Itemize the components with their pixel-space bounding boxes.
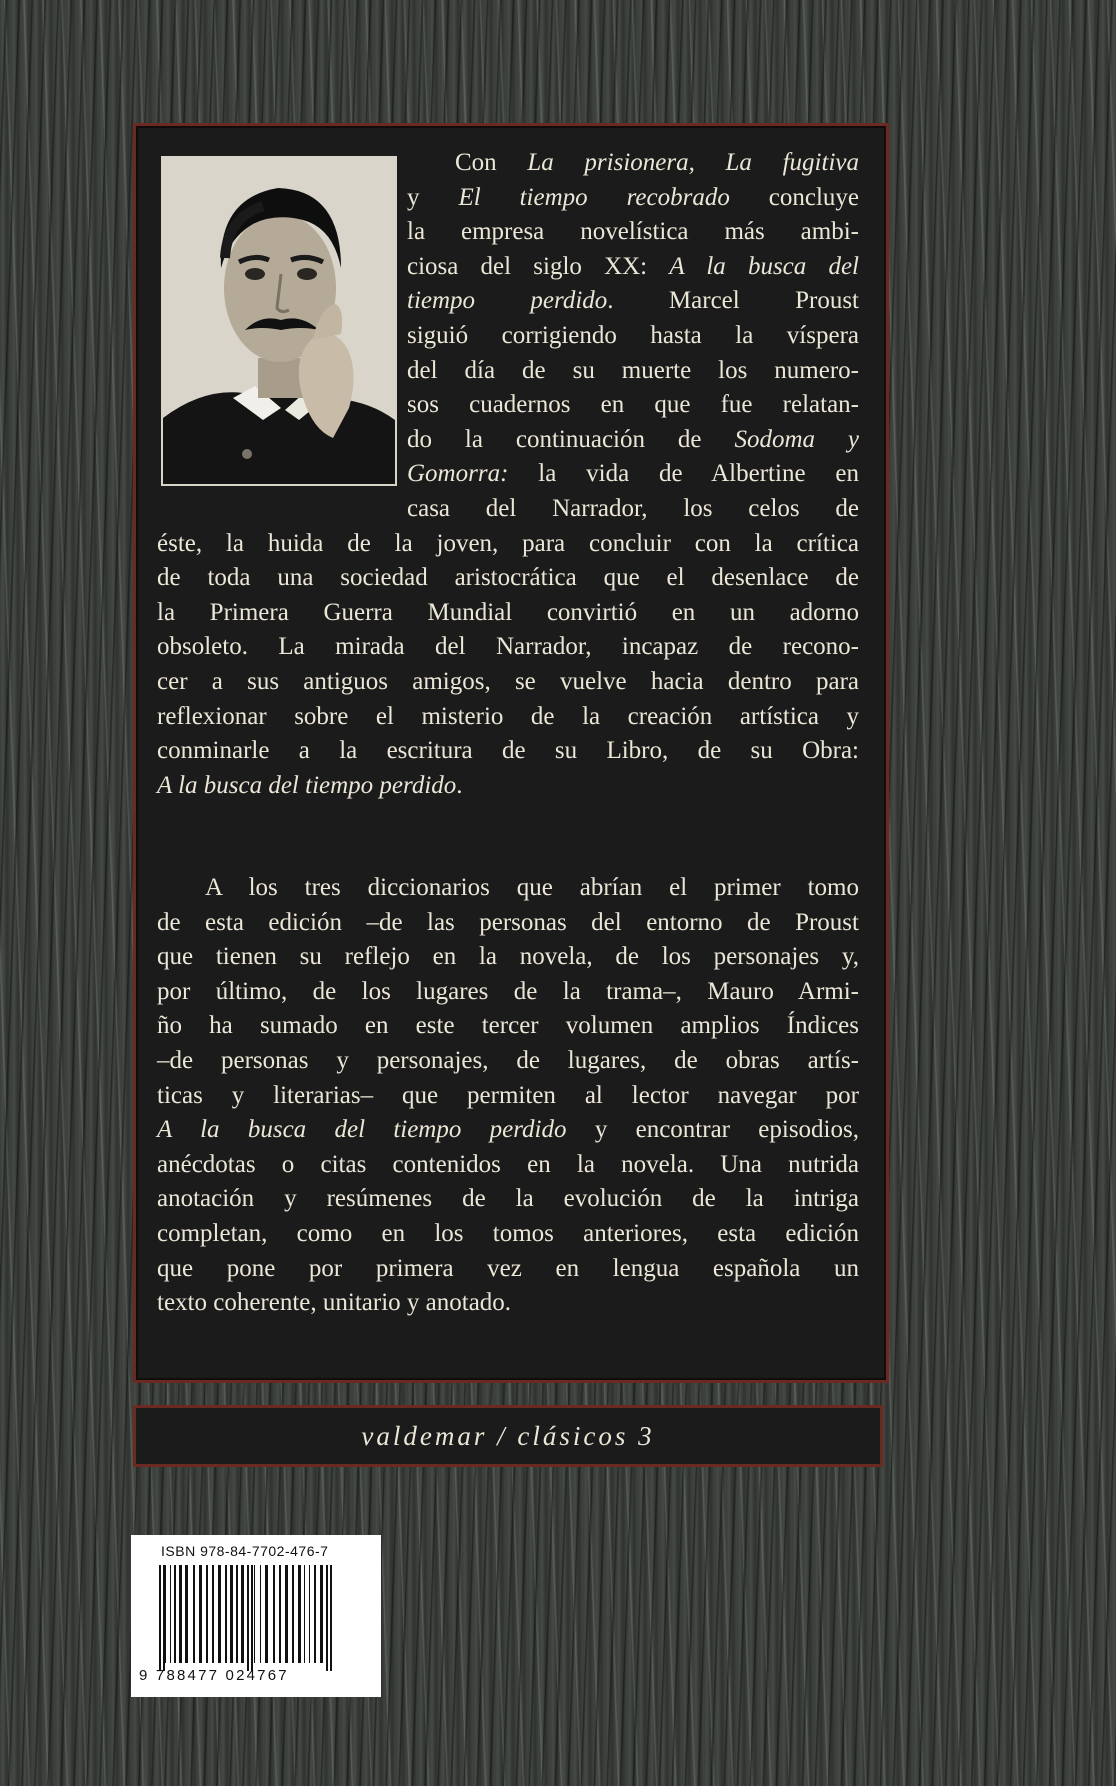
text-run: obsoleto. La mirada del Narrador, incapaz de recono- [157,633,859,661]
text-run: reflexionar sobre el misterio de la creación artística y [157,702,859,730]
barcode-bar [320,1565,323,1663]
text-run: ño ha sumado en este tercer volumen amplios Índices [157,1012,859,1040]
barcode-bar [163,1565,165,1671]
barcode-bar [247,1565,249,1671]
text-line [407,215,859,250]
barcode-bar [298,1565,301,1663]
text-run: que pone por primera vez en lengua española un [157,1254,859,1282]
barcode-bar [330,1565,332,1671]
barcode-bar [314,1565,316,1663]
text-line [157,665,859,700]
text-run: y encontrar episodios, [566,1116,859,1144]
italic-title: El tiempo recobrado [458,183,730,211]
text-line [157,734,859,769]
text-line [407,250,859,285]
text-line [157,561,859,596]
barcode-bar [285,1565,288,1663]
isbn-label: ISBN 978-84-7702-476-7 [161,1543,329,1559]
text-run: siguió corrigiendo hasta la víspera [407,321,859,349]
text-run: cer a sus antiguos amigos, se vuelve hacia dentro para [157,667,859,695]
text-run: la vida de Albertine en [508,460,859,488]
barcode-bar [292,1565,294,1663]
barcode-bar [304,1565,305,1663]
text-line [157,769,859,804]
text-line [157,1217,859,1252]
text-line [157,871,859,906]
barcode-bar [273,1565,275,1663]
text-run: concluye [729,183,860,211]
text-line [407,457,859,492]
text-line [407,354,859,389]
barcode-digits: 9 788477 024767 [139,1667,289,1684]
text-run: casa del Narrador, los celos de [407,494,859,522]
barcode-bar [326,1565,328,1671]
text-run: . Marcel Proust [607,287,859,315]
barcode-bar [199,1565,202,1663]
text-line [157,1044,859,1079]
text-run: que tienen su reflejo en la novela, de los personajes y, [157,943,859,971]
text-line [157,1252,859,1287]
barcode-bar [309,1565,310,1663]
text-line [407,181,859,216]
text-run: éste, la huida de la joven, para concluir con la crítica [157,529,859,557]
barcode-bar [241,1565,244,1663]
text-run: anotación y resúmenes de la evolución de la intriga [157,1185,859,1213]
text-line [157,1286,859,1321]
text-line [407,284,859,319]
text-line [407,319,859,354]
text-line [157,700,859,735]
barcode-bar [236,1565,238,1663]
barcode-bar [218,1565,221,1663]
isbn-barcode [131,1535,381,1697]
text-line [407,423,859,458]
text-run: de esta edición –de las personas del entorno de Proust [157,908,859,936]
text-run: . [456,771,463,799]
italic-title: A la busca del tiempo perdido [157,1116,567,1144]
text-line [407,492,859,527]
barcode-bar [179,1565,182,1663]
barcode-bar [206,1565,208,1663]
text-line [407,146,859,181]
barcode-bar [251,1565,253,1671]
description-paragraph-1 [157,146,859,803]
barcode-bar [170,1565,171,1663]
italic-title: Gomorra: [407,460,509,488]
barcode-bar [193,1565,195,1663]
text-line [157,527,859,562]
barcode-bar [185,1565,188,1663]
text-run: completan, como en los tomos anteriores, esta edición [157,1219,859,1247]
text-line [407,388,859,423]
barcode-bar [174,1565,176,1663]
italic-title: A la busca del [669,252,859,280]
barcode-bar [165,1565,166,1663]
text-line [157,1009,859,1044]
text-run: anécdotas o citas contenidos en la novela. Una nutrida [157,1150,859,1178]
text-run: conminarle a la escritura de su Libro, de su Obra: [157,737,859,765]
text-line [157,630,859,665]
text-run: por último, de los lugares de la trama–, Mauro Armi- [157,977,859,1005]
barcode-bar [212,1565,214,1663]
text-line [157,1182,859,1217]
text-run: ticas y literarias– que permiten al lector navegar por [157,1081,859,1109]
italic-title: tiempo perdido [407,287,608,315]
barcode-bars [157,1565,361,1671]
text-run: y [407,183,459,211]
series-label: valdemar / clásicos 3 [361,1420,655,1451]
barcode-bar [260,1565,261,1663]
text-line [157,1113,859,1148]
text-run: A los tres diccionarios que abrían el primer tomo [205,874,859,901]
barcode-bar [279,1565,281,1663]
barcode-bar [159,1565,161,1671]
text-line [157,975,859,1010]
text-run: texto coherente, unitario y anotado. [157,1289,512,1317]
text-run: la empresa novelística más ambi- [407,218,859,246]
text-run: de toda una sociedad aristocrática que el desenlace de [157,564,859,592]
text-run: la Primera Guerra Mundial convirtió en un adorno [157,598,859,626]
text-line [157,596,859,631]
text-line [157,906,859,941]
italic-title: La prisionera, La fugitiva [527,149,859,176]
text-run: ciosa del siglo XX: [407,252,670,280]
series-band [133,1405,883,1467]
text-line [157,940,859,975]
text-run: Con [455,149,528,176]
italic-title: Sodoma y [734,425,860,453]
barcode-bar [265,1565,268,1663]
text-run: do la continuación de [407,425,735,453]
text-line [157,1079,859,1114]
barcode-bar [230,1565,233,1663]
barcode-bar [254,1565,255,1663]
text-run: del día de su muerte los numero- [407,356,859,384]
text-run: –de personas y personajes, de lugares, de obras artís- [157,1046,859,1074]
description-paragraph-2 [157,871,859,1321]
barcode-bar [225,1565,227,1663]
text-line [157,1148,859,1183]
text-run: sos cuadernos en que fue relatan- [407,391,859,419]
italic-title: A la busca del tiempo perdido [157,771,457,799]
